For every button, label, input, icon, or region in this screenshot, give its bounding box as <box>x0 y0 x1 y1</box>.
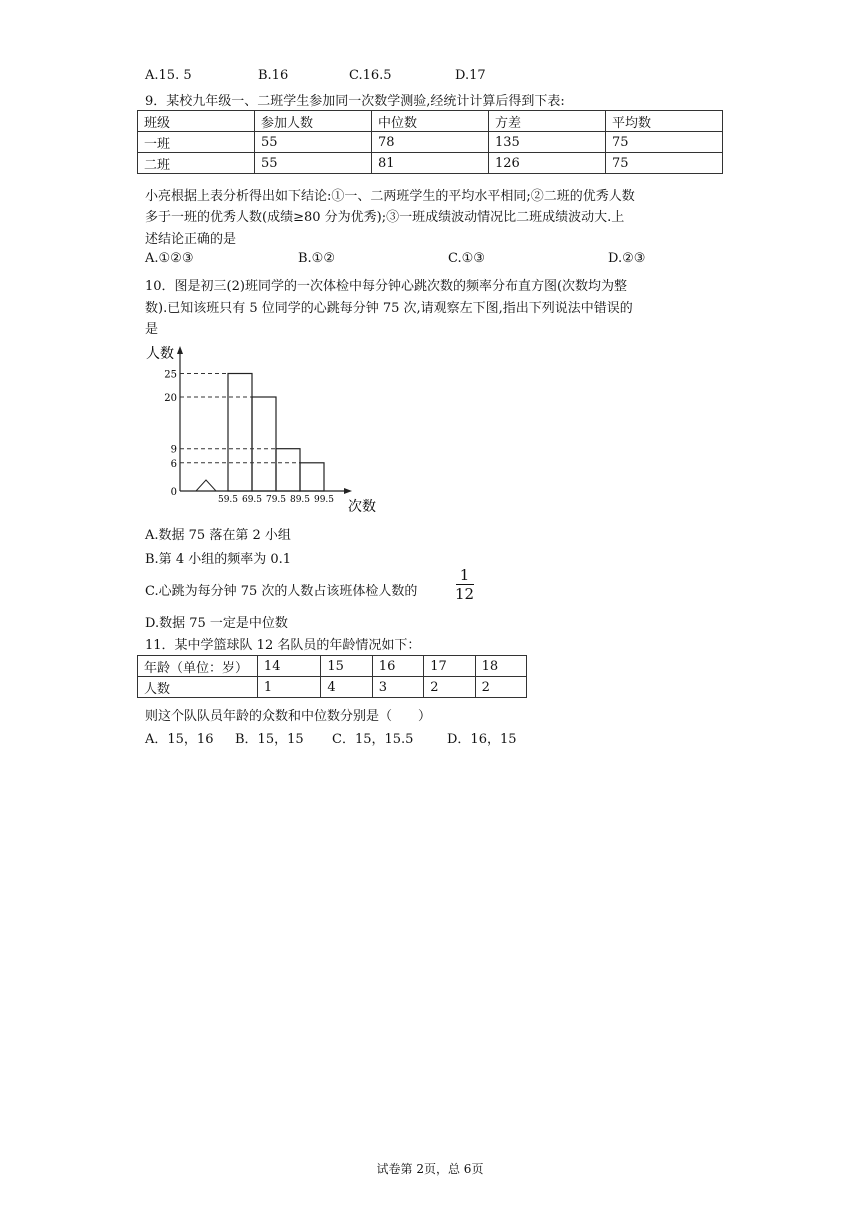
x-tick-label: 59.5 <box>217 495 239 505</box>
fraction-denominator: 12 <box>455 585 475 603</box>
table-cell: 17 <box>424 656 475 677</box>
x-tick-label: 89.5 <box>289 495 311 505</box>
x-tick-label: 69.5 <box>241 495 263 505</box>
table-cell: 14 <box>257 656 320 677</box>
table-cell: 75 <box>606 153 723 174</box>
table-header-cell: 参加人数 <box>255 111 372 132</box>
q11-option-d: D．16，15 <box>447 732 517 747</box>
page-footer: 试卷第 2页，总 6页 <box>376 1162 484 1176</box>
table-header-cell: 平均数 <box>606 111 723 132</box>
y-tick-label: 0 <box>170 487 177 498</box>
histogram-bar <box>252 397 276 491</box>
table-cell: 年龄（单位：岁） <box>138 656 258 677</box>
q9-option-c: C.①③ <box>448 251 485 266</box>
table-cell: 55 <box>255 153 372 174</box>
q10-option-d: D.数据 75 一定是中位数 <box>145 616 288 631</box>
table-row <box>138 111 723 132</box>
table-cell: 4 <box>321 677 372 698</box>
q9-text-line: 述结论正确的是 <box>145 232 237 247</box>
q11-option-c: C．15，15.5 <box>332 732 414 747</box>
histogram-bar <box>276 449 300 491</box>
x-axis-arrow <box>344 488 352 494</box>
x-tick-label: 79.5 <box>265 495 287 505</box>
table-row <box>138 153 723 174</box>
table-cell: 2 <box>424 677 475 698</box>
table-row <box>138 677 527 698</box>
q10-stem-line: 是 <box>145 322 159 337</box>
q8-option-d: D.17 <box>455 68 486 83</box>
q10-option-a: A.数据 75 落在第 2 小组 <box>145 528 291 543</box>
histogram-bar <box>300 463 324 491</box>
table-cell: 2 <box>475 677 526 698</box>
histogram-bar <box>228 374 252 492</box>
table-header-cell: 班级 <box>138 111 255 132</box>
fraction-numerator: 1 <box>459 566 470 584</box>
table-cell: 一班 <box>138 132 255 153</box>
table-header-cell: 方差 <box>489 111 606 132</box>
y-tick-label: 9 <box>170 444 177 456</box>
x-axis-label: 次数 <box>348 499 376 515</box>
q11-table <box>137 655 527 698</box>
table-cell: 二班 <box>138 153 255 174</box>
table-cell: 1 <box>257 677 320 698</box>
q10-option-b: B.第 4 小组的频率为 0.1 <box>145 552 292 567</box>
q9-option-a: A.①②③ <box>145 251 194 266</box>
y-axis-arrow <box>177 346 183 354</box>
y-axis-label: 人数 <box>146 346 174 362</box>
q10-stem-line: 10．图是初三(2)班同学的一次体检中每分钟心跳次数的频率分布直方图(次数均为整 <box>145 279 628 294</box>
table-cell: 55 <box>255 132 372 153</box>
y-tick-label: 6 <box>170 458 177 470</box>
q9-table <box>137 110 723 174</box>
table-cell: 15 <box>321 656 372 677</box>
q8-option-c: C.16.5 <box>349 68 392 83</box>
table-cell: 18 <box>475 656 526 677</box>
y-tick-label: 20 <box>164 393 177 404</box>
table-row <box>138 132 723 153</box>
table-cell: 126 <box>489 153 606 174</box>
q11-option-b: B．15，15 <box>235 732 304 747</box>
q11-option-a: A．15，16 <box>145 732 214 747</box>
y-tick-label: 25 <box>164 369 177 381</box>
table-cell: 75 <box>606 132 723 153</box>
table-cell: 人数 <box>138 677 258 698</box>
q8-option-b: B.16 <box>258 68 289 83</box>
q11-question: 则这个队队员年龄的众数和中位数分别是（ ） <box>145 709 432 724</box>
q9-text-line: 小亮根据上表分析得出如下结论:①一、二两班学生的平均水平相同;②二班的优秀人数 <box>145 189 635 204</box>
q10-stem-line: 数).已知该班只有 5 位同学的心跳每分钟 75 次,请观察左下图,指出下列说法中错误的 <box>145 301 633 316</box>
table-header-cell: 中位数 <box>372 111 489 132</box>
q9-text-line: 多于一班的优秀人数(成绩≥80 分为优秀);③一班成绩波动情况比二班成绩波动大.上 <box>145 210 625 225</box>
fraction-one-twelfth <box>455 567 474 602</box>
q8-option-a: A.15. 5 <box>145 68 192 83</box>
q11-stem: 11．某中学篮球队 12 名队员的年龄情况如下： <box>145 638 421 653</box>
x-tick-label: 99.5 <box>313 495 335 505</box>
table-cell: 3 <box>372 677 423 698</box>
histogram-chart <box>140 340 390 520</box>
table-cell: 16 <box>372 656 423 677</box>
table-cell: 81 <box>372 153 489 174</box>
axis-break-symbol <box>180 480 228 491</box>
table-cell: 135 <box>489 132 606 153</box>
q9-option-d: D.②③ <box>608 251 646 266</box>
table-row <box>138 656 527 677</box>
q9-stem: 9．某校九年级一、二班学生参加同一次数学测验,经统计计算后得到下表: <box>145 94 565 109</box>
q9-option-b: B.①② <box>298 251 335 266</box>
q10-option-c: C.心跳为每分钟 75 次的人数占该班体检人数的 <box>145 584 418 599</box>
table-cell: 78 <box>372 132 489 153</box>
